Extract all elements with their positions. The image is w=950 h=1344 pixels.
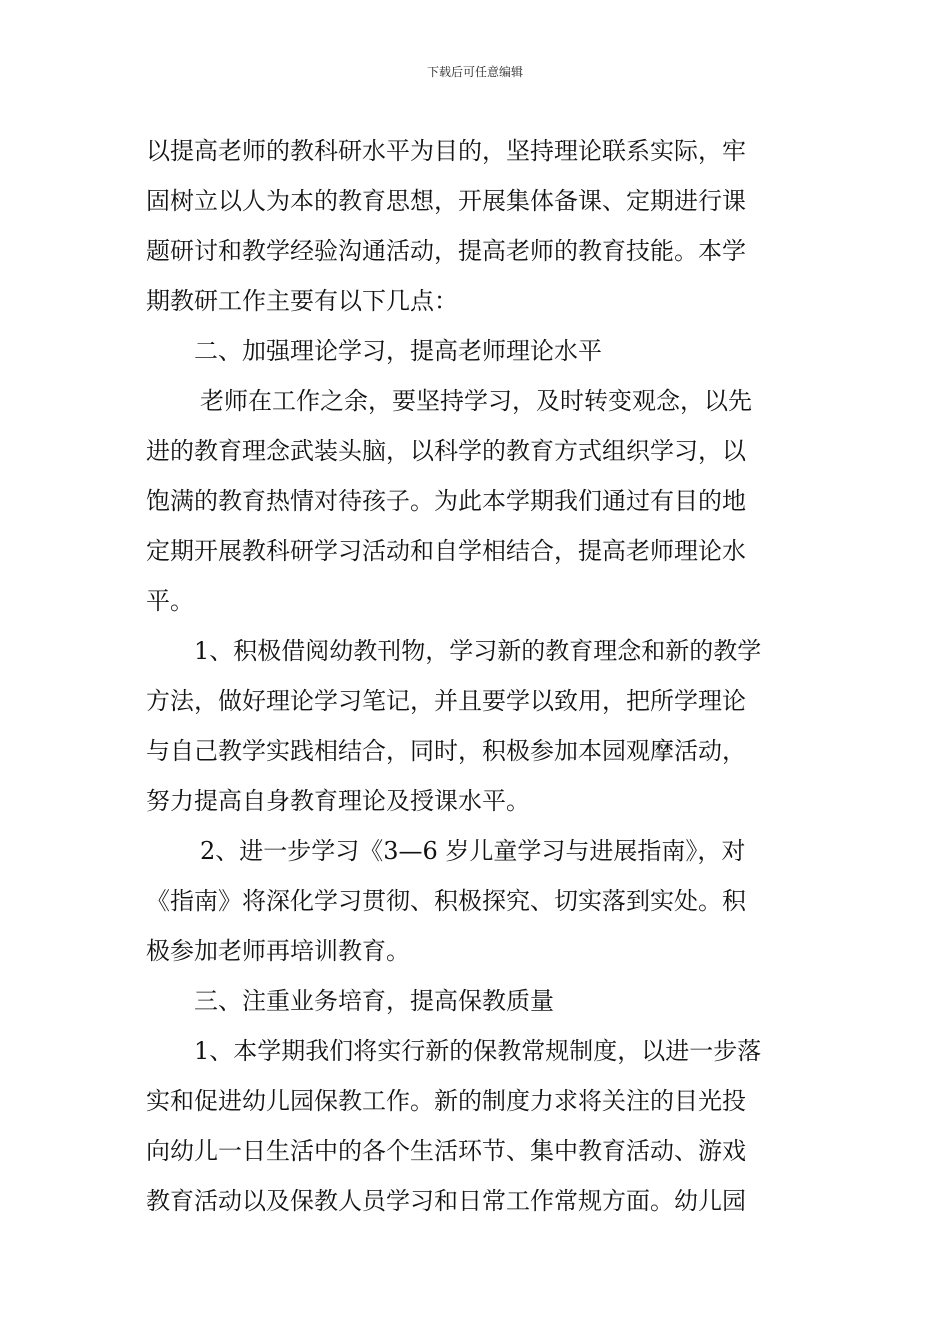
text-line: 进的教育理念武装头脑，以科学的教育方式组织学习，以	[146, 437, 746, 465]
text-line: 努力提高自身教育理论及授课水平。	[146, 787, 530, 815]
list-item-line: 1、本学期我们将实行新的保教常规制度，以进一步落	[194, 1037, 762, 1065]
text-line: 饱满的教育热情对待孩子。为此本学期我们通过有目的地	[146, 487, 746, 515]
text-line: 题研讨和教学经验沟通活动，提高老师的教育技能。本学	[146, 237, 746, 265]
section-heading: 二、加强理论学习，提高老师理论水平	[194, 337, 602, 365]
text-line: 《指南》将深化学习贯彻、积极探究、切实落到实处。积	[146, 887, 746, 915]
section-heading: 三、注重业务培育，提高保教质量	[194, 987, 554, 1015]
list-item-line: 2、进一步学习《3—6 岁儿童学习与进展指南》，对	[200, 837, 746, 865]
text-line: 极参加老师再培训教育。	[146, 937, 410, 965]
text-line: 方法，做好理论学习笔记，并且要学以致用，把所学理论	[146, 687, 746, 715]
text-line: 定期开展教科研学习活动和自学相结合，提高老师理论水	[146, 537, 746, 565]
text-line: 教育活动以及保教人员学习和日常工作常规方面。幼儿园	[146, 1187, 746, 1215]
text-line: 与自己教学实践相结合，同时，积极参加本园观摩活动，	[146, 737, 746, 765]
document-body	[146, 126, 808, 1226]
text-line: 实和促进幼儿园保教工作。新的制度力求将关注的目光投	[146, 1087, 746, 1115]
text-line: 平。	[146, 587, 194, 615]
page-header: 下载后可任意编辑	[426, 65, 523, 79]
text-line: 固树立以人为本的教育思想，开展集体备课、定期进行课	[146, 187, 746, 215]
text-line: 以提高老师的教科研水平为目的，坚持理论联系实际，牢	[146, 137, 746, 165]
list-item-line: 1、积极借阅幼教刊物，学习新的教育理念和新的教学	[194, 637, 762, 665]
text-line: 向幼儿一日生活中的各个生活环节、集中教育活动、游戏	[146, 1137, 746, 1165]
text-line: 老师在工作之余，要坚持学习，及时转变观念，以先	[200, 387, 752, 415]
text-line: 期教研工作主要有以下几点：	[146, 287, 458, 315]
